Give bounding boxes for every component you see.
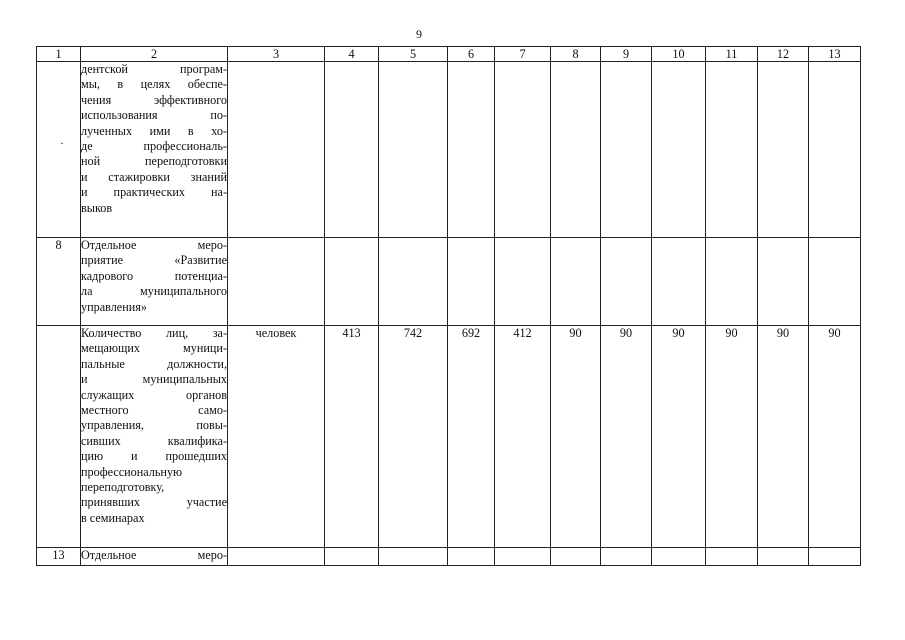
value-cell-col4 <box>325 62 379 238</box>
description-line: мещающих муници- <box>81 341 227 356</box>
value-cell-col10 <box>652 548 706 566</box>
table-row <box>37 62 861 238</box>
value-cell-col13 <box>809 62 861 238</box>
description-line: использования по- <box>81 108 227 123</box>
page-number: 9 <box>416 27 422 41</box>
description-line: Количество лиц, за- <box>81 326 227 340</box>
header-cell-col12: 12 <box>758 47 809 62</box>
value-cell-col13: 90 <box>809 326 861 548</box>
description-line: переподготовку, <box>81 480 165 495</box>
description-line: управления, повы- <box>81 418 227 433</box>
header-cell-col13: 13 <box>809 47 861 62</box>
value-cell-col7 <box>495 62 551 238</box>
value-cell-col7: 412 <box>495 326 551 548</box>
value-cell-col12 <box>758 62 809 238</box>
value-cell-col11 <box>706 62 758 238</box>
value-cell-col4: 413 <box>325 326 379 548</box>
value-cell-col6 <box>448 548 495 566</box>
description-line: сивших квалифика- <box>81 433 227 448</box>
value-cell-col13 <box>809 548 861 566</box>
description-line: Отдельное меро- <box>81 238 227 252</box>
value-cell-col9: 90 <box>601 326 652 548</box>
header-cell-col5: 5 <box>379 47 448 62</box>
header-cell-col8: 8 <box>551 47 601 62</box>
value-cell-col9 <box>601 62 652 238</box>
value-cell-col5 <box>379 548 448 566</box>
description-line: ной переподготовки <box>81 154 227 169</box>
value-cell-col11: 90 <box>706 326 758 548</box>
header-cell-col11: 11 <box>706 47 758 62</box>
unit-cell <box>228 548 325 566</box>
header-cell-col9: 9 <box>601 47 652 62</box>
value-cell-col7 <box>495 238 551 326</box>
value-cell-col10 <box>652 62 706 238</box>
description-line: и стажировки знаний <box>81 169 227 184</box>
description-line: приятие «Развитие <box>81 253 227 268</box>
header-cell-col3: 3 <box>228 47 325 62</box>
unit-cell <box>228 62 325 238</box>
description-line: пальные должности, <box>81 356 227 371</box>
table-row <box>37 548 861 566</box>
header-cell-col4: 4 <box>325 47 379 62</box>
header-row <box>37 47 861 62</box>
value-cell-col11 <box>706 238 758 326</box>
value-cell-col9 <box>601 548 652 566</box>
value-cell-col8 <box>551 548 601 566</box>
row-number-cell: 13 <box>37 548 81 566</box>
description-line: профессиональную <box>81 464 183 479</box>
header-cell-col6: 6 <box>448 47 495 62</box>
description-line: мы, в целях обеспе- <box>81 77 227 92</box>
unit-cell: человек <box>228 326 325 548</box>
header-cell-col10: 10 <box>652 47 706 62</box>
value-cell-col12 <box>758 548 809 566</box>
value-cell-col11 <box>706 548 758 566</box>
value-cell-col8 <box>551 62 601 238</box>
description-line: и практических на- <box>81 185 227 200</box>
unit-cell <box>228 238 325 326</box>
row-number-cell <box>37 326 81 548</box>
description-line: управления» <box>81 299 147 314</box>
value-cell-col12 <box>758 238 809 326</box>
header-cell-col2: 2 <box>81 47 228 62</box>
value-cell-col5 <box>379 62 448 238</box>
value-cell-col8: 90 <box>551 326 601 548</box>
value-cell-col6: 692 <box>448 326 495 548</box>
value-cell-col10 <box>652 238 706 326</box>
description-cell <box>81 326 228 548</box>
value-cell-col5 <box>379 238 448 326</box>
description-line: дентской програм- <box>81 62 227 76</box>
value-cell-col4 <box>325 238 379 326</box>
value-cell-col10: 90 <box>652 326 706 548</box>
description-line: и муниципальных <box>81 372 227 387</box>
description-line: выков <box>81 200 113 215</box>
description-line: чения эффективного <box>81 92 227 107</box>
header-cell-col1: 1 <box>37 47 81 62</box>
description-line: местного само- <box>81 403 227 418</box>
description-line: де профессиональ- <box>81 139 227 154</box>
description-line: кадрового потенциа- <box>81 268 227 283</box>
description-cell <box>81 548 228 566</box>
description-line: в семинарах <box>81 510 145 525</box>
description-cell <box>81 238 228 326</box>
margin-mark: · <box>60 136 64 150</box>
table-row <box>37 326 861 548</box>
value-cell-col8 <box>551 238 601 326</box>
value-cell-col6 <box>448 62 495 238</box>
description-line: Отдельное меро- <box>81 548 227 562</box>
description-line: принявших участие <box>81 495 227 510</box>
row-number-cell <box>37 62 81 238</box>
description-line: ла муниципального <box>81 284 227 299</box>
header-cell-col7: 7 <box>495 47 551 62</box>
value-cell-col12: 90 <box>758 326 809 548</box>
row-number-cell: 8 <box>37 238 81 326</box>
description-line: лученных ими в хо- <box>81 123 227 138</box>
value-cell-col13 <box>809 238 861 326</box>
value-cell-col5: 742 <box>379 326 448 548</box>
value-cell-col9 <box>601 238 652 326</box>
table-row <box>37 238 861 326</box>
description-line: служащих органов <box>81 387 227 402</box>
data-table <box>36 46 861 566</box>
value-cell-col4 <box>325 548 379 566</box>
value-cell-col7 <box>495 548 551 566</box>
description-line: цию и прошедших <box>81 449 227 464</box>
description-cell <box>81 62 228 238</box>
value-cell-col6 <box>448 238 495 326</box>
